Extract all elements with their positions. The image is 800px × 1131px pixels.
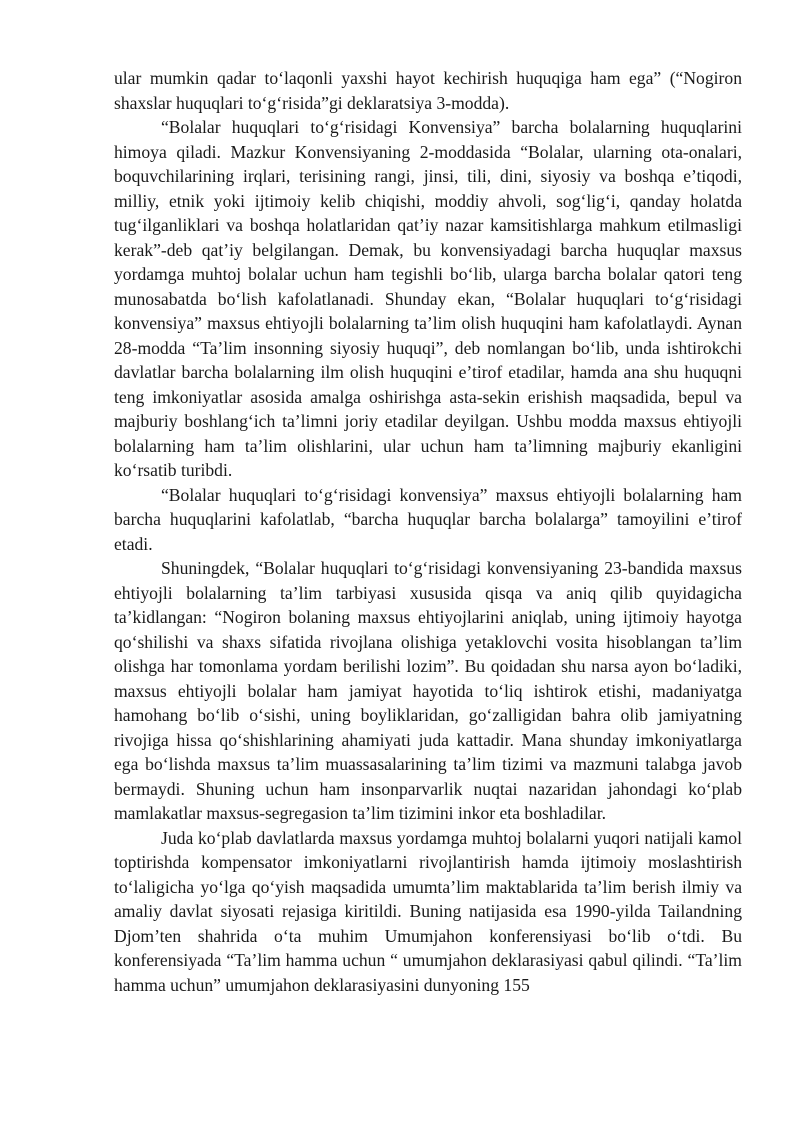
paragraph-4: Shuningdek, “Bolalar huquqlari to‘g‘risidagi konvensiyaning 23-bandida maxsus ehtiyojli bolalarning ta’lim tarbiyasi xususida qisqa va aniq qilib quyidagicha ta’kidlangan: “Nogiron bolaning maxsus ehtiyojlarini aniqlab, uning ijtimoiy hayotga qo‘shilishi va shaxs sifatida rivojlana olishiga yetaklovchi vosita hisoblangan ta’lim olishga har tomonlama yordam berilishi lozim”. Bu qoidadan shu narsa ayon bo‘ladiki, maxsus ehtiyojli bolalar ham jamiyat hayotida to‘liq ishtirok etishi, madaniyatga hamohang bo‘lib o‘sishi, uning boyliklaridan, go‘zalligidan bahra olib jamiyatning rivojiga hissa qo‘shishlarining ahamiyati juda kattadir. Mana shunday imkoniyatlarga ega bo‘lishda maxsus ta’lim muassasalarining ta’lim tizimi va mazmuni talabga javob bermaydi. Shuning uchun ham insonparvarlik nuqtai nazaridan jahondagi ko‘plab mamlakatlar maxsus-segregasion ta’lim tizimini inkor eta boshladilar. (114, 558, 742, 823)
paragraph-1: ular mumkin qadar to‘laqonli yaxshi hayot kechirish huquqiga ham ega” (“Nogiron shaxslar huquqlari to‘g‘risida”gi deklaratsiya 3-modda). (114, 68, 742, 113)
paragraph-2: “Bolalar huquqlari to‘g‘risidagi Konvensiya” barcha bolalarning huquqlarini himoya qiladi. Mazkur Konvensiyaning 2-moddasida “Bolalar, ularning ota-onalari, boquvchilarining irqlari, terisining rangi, jinsi, tili, dini, siyosiy va boshqa e’tiqodi, milliy, etnik yoki ijtimoiy kelib chiqishi, moddiy ahvoli, sog‘lig‘i, qanday holatda tug‘ilganliklari va boshqa holatlaridan qat’iy nazar kamsitishlarga mahkum etilmasligi kerak”-deb qat’iy belgilangan. Demak, bu konvensiyadagi barcha huquqlar maxsus yordamga muhtoj bolalar uchun ham tegishli bo‘lib, ularga barcha bolalar qatori teng munosabatda bo‘lish kafolatlanadi. Shunday ekan, “Bolalar huquqlari to‘g‘risidagi konvensiya” maxsus ehtiyojli bolalarning ta’lim olish huquqini ham kafolatlaydi. Aynan 28-modda “Ta’lim insonning siyosiy huquqi”, deb nomlangan bo‘lib, unda ishtirokchi davlatlar barcha bolalarning ilm olish huquqini e’tirof etadilar, hamda ana shu huquqni teng imkoniyatlar asosida amalga oshirishga asta-sekin erishish maqsadida, bepul va majburiy boshlang‘ich ta’limni joriy etadilar deyilgan. Ushbu modda maxsus ehtiyojli bolalarning ham ta’lim olishlarini, ular uchun ham ta’limning majburiy ekanligini ko‘rsatib turibdi. (114, 117, 742, 480)
paragraph-3: “Bolalar huquqlari to‘g‘risidagi konvensiya” maxsus ehtiyojli bolalarning ham barcha huquqlarini kafolatlab, “barcha huquqlar barcha bolalarga” tamoyilini e’tirof etadi. (114, 484, 742, 554)
paragraph-5: Juda ko‘plab davlatlarda maxsus yordamga muhtoj bolalarni yuqori natijali kamol toptirishda kompensator imkoniyatlarni rivojlantirish hamda ijtimoiy moslashtirish to‘laligicha yo‘lga qo‘yish maqsadida umumta’lim maktablarida ta’lim berish ilmiy va amaliy davlat siyosati rejasiga kiritildi. Buning natijasida esa 1990-yilda Tailandning Djom’ten shahrida o‘ta muhim Umumjahon konferensiyasi bo‘lib o‘tdi. Bu konferensiyada “Ta’lim hamma uchun “ umumjahon deklarasiyasi qabul qilindi. “Ta’lim hamma uchun” umumjahon deklarasiyasini dunyoning 155 (114, 827, 742, 995)
document-page (114, 66, 742, 997)
